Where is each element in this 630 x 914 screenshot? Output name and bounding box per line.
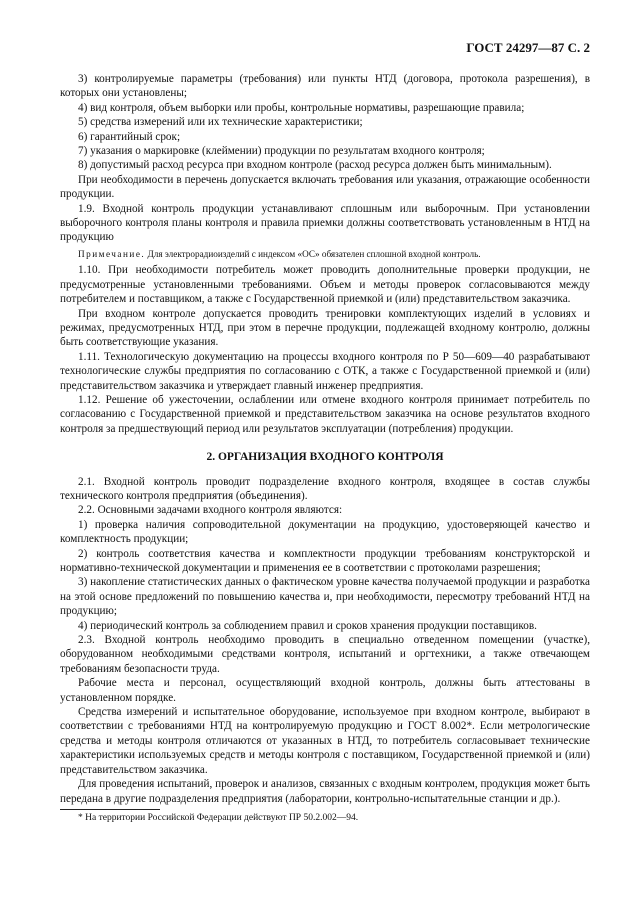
clause-1-10: 1.10. При необходимости потребитель может проводить дополнительные проверки продукции, не предусмотренные установленными требованиями. Объем и методы проверок согласовываются между потребителем и поставщиком, а также с Государственной приемкой и (или) представительством заказчика. xyxy=(60,264,590,306)
clause-1-11: 1.11. Технологическую документацию на процессы входного контроля по Р 50—609—40 разрабатывают технологические службы предприятия по согласованию с ОТК, а также с Государственной приемкой и (или) представительством заказчика и утверждает главный инженер предприятия. xyxy=(60,350,590,392)
clause-2-2: 2.2. Основными задачами входного контроля являются: xyxy=(78,504,343,517)
clause-1-12: 1.12. Решение об ужесточении, ослаблении или отмене входного контроля принимает потребитель по согласованию с Государственной приемкой и представительством заказчика на основе результатов входного контроля за предшествующий период или результатов эксплуатации (потребления) продукции. xyxy=(60,393,590,435)
section-2-heading: 2. ОРГАНИЗАЦИЯ ВХОДНОГО КОНТРОЛЯ xyxy=(206,451,444,464)
list-item: 5) средства измерений или их технические характеристики; xyxy=(78,116,363,129)
note xyxy=(60,247,590,261)
list-item: 2) контроль соответствия качества и комплектности продукции требованиям конструкторской и нормативно-технической документации и применения ее в соответствии с протоколами разрешения; xyxy=(60,547,590,574)
list-item: 1) проверка наличия сопроводительной документации на продукцию, удостоверяющей качество и комплектность продукции; xyxy=(60,518,590,546)
footnote: * На территории Российской Федерации действуют ПР 50.2.002—94. xyxy=(78,813,359,823)
paragraph: При необходимости в перечень допускается включать требования или указания, отражающие особенности продукции. xyxy=(60,173,590,201)
requirements-list xyxy=(60,72,590,173)
list-item: 4) вид контроля, объем выборки или пробы, контрольные нормативы, разрешающие правила; xyxy=(78,101,525,114)
list-item: 3) контролируемые параметры (требования) или пункты НТД (договора, протокола разрешения), в которых они установлены; xyxy=(60,73,590,100)
list-item: 4) периодический контроль за соблюдением правил и сроков хранения продукции поставщиков. xyxy=(78,619,537,632)
list-item: 6) гарантийный срок; xyxy=(78,130,181,143)
clause-2-3: 2.3. Входной контроль необходимо проводить в специально отведенном помещении (участке), оборудованном необходимыми средствами контроля, испытаний и оргтехники, а также отвечающем требованиям безопасности труда. xyxy=(60,634,590,675)
tasks-list xyxy=(60,518,590,633)
paragraph: При входном контроле допускается проводить тренировки комплектующих изделий в условиях и режимах, предусмотренных НТД, при этом в перечне продукции, подлежащей входному контролю, должны быть соответствующие указания. xyxy=(60,307,590,349)
list-item: 7) указания о маркировке (клеймении) продукции по результатам входного контроля; xyxy=(78,145,485,158)
note-text: Для электрорадиоизделий с индексом «ОС» обязателен сплошной входной контроль. xyxy=(145,248,481,259)
list-item: 3) накопление статистических данных о фактическом уровне качества получаемой продукции и разработка на этой основе предложений по повышению качества и, при необходимости, пересмотру требований НТД на продукцию; xyxy=(60,576,590,618)
note-label: Примечание. xyxy=(78,248,146,259)
footnote-divider xyxy=(60,809,160,810)
paragraph: Для проведения испытаний, проверок и анализов, связанных с входным контролем, продукция может быть передана в другие подразделения предприятия (лаборатории, контрольно-испытательные станции и др.). xyxy=(60,778,590,805)
paragraph: Рабочие места и персонал, осуществляющий входной контроль, должны быть аттестованы в установленном порядке. xyxy=(60,677,590,704)
clause-2-1: 2.1. Входной контроль проводит подразделение входного контроля, входящее в состав службы технического контроля предприятия (объединения). xyxy=(60,475,590,502)
document-body xyxy=(60,72,590,806)
paragraph: Средства измерений и испытательное оборудование, используемое при входном контроле, выбирают в соответствии с требованиями НТД на контролируемую продукцию и ГОСТ 8.002*. Если метрологические средства и методы контроля отличаются от указанных в НТД, то потребитель согласовывает технические характеристики используемых средств и методы контроля с поставщиком, Государственной приемкой и (или) представительством заказчика. xyxy=(60,706,590,776)
list-item: 8) допустимый расход ресурса при входном контроле (расход ресурса должен быть минимальным). xyxy=(78,159,552,172)
clause-1-9: 1.9. Входной контроль продукции устанавливают сплошным или выборочным. При установлении выборочного контроля планы контроля и правила приемки должны соответствовать установленным в НТД на продукцию xyxy=(60,202,590,244)
page-header: ГОСТ 24297—87 С. 2 xyxy=(466,40,590,55)
